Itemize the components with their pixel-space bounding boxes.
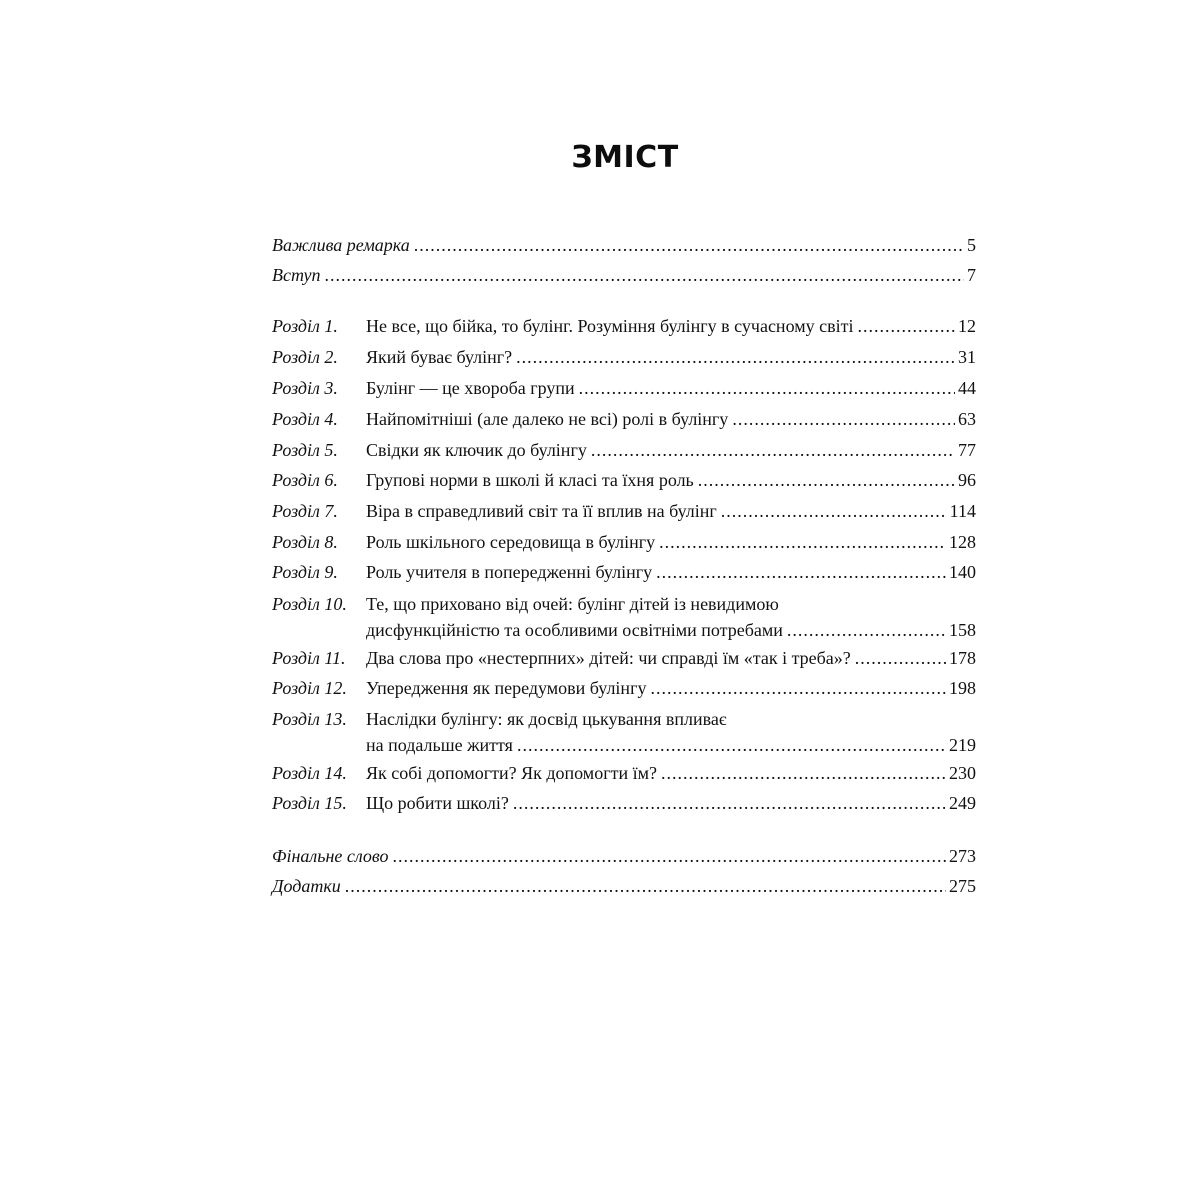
chapter-label: Розділ 7.: [272, 501, 338, 521]
toc-entry-chapter-10[interactable]: [272, 591, 976, 643]
toc-page-number: 114: [949, 501, 976, 521]
chapter-title: Як собі допомогти? Як допомогти їм?: [366, 763, 657, 783]
toc-entry-title: Фінальне слово: [272, 846, 389, 866]
dot-leader: [698, 467, 955, 493]
toc-line: [366, 732, 976, 758]
toc-page-number: 219: [949, 735, 976, 755]
toc-line: [366, 760, 976, 786]
toc-line: [366, 706, 976, 732]
toc-entry-chapter-4[interactable]: [272, 406, 976, 432]
toc-entry-chapter-11[interactable]: [272, 645, 976, 671]
toc-entry-chapter-14[interactable]: [272, 760, 976, 786]
toc-line: [366, 375, 976, 401]
toc-page-number: 230: [949, 763, 976, 783]
toc-entry-chapter-7[interactable]: [272, 498, 976, 524]
toc-page-number: 178: [949, 648, 976, 668]
toc-entry-chapter-5[interactable]: [272, 437, 976, 463]
dot-leader: [656, 559, 946, 585]
dot-leader: [650, 675, 946, 701]
chapter-title: Який буває булінг?: [366, 347, 513, 367]
chapter-title: Булінг — це хвороба групи: [366, 378, 575, 398]
chapter-label: Розділ 4.: [272, 409, 338, 429]
toc-line: [366, 790, 976, 816]
dot-leader: [591, 437, 955, 463]
chapter-label: Розділ 15.: [272, 793, 347, 813]
toc-line: [366, 591, 976, 617]
toc-entry-chapter-1[interactable]: [272, 313, 976, 339]
dot-leader: [855, 645, 946, 671]
toc-entry-chapter-15[interactable]: [272, 790, 976, 816]
toc-line: [366, 529, 976, 555]
toc-page-number: 249: [949, 793, 976, 813]
toc-page-number: 96: [958, 470, 976, 490]
chapter-label: Розділ 8.: [272, 532, 338, 552]
dot-leader: [857, 313, 955, 339]
toc-entry-title: Важлива ремарка: [272, 235, 410, 255]
chapter-title: Не все, що бійка, то булінг. Розуміння булінгу в сучасному світі: [366, 316, 854, 336]
dot-leader: [414, 232, 964, 258]
toc-entry-chapter-13[interactable]: [272, 706, 976, 758]
dot-leader: [787, 617, 946, 643]
chapter-label: Розділ 9.: [272, 562, 338, 582]
chapter-label: Розділ 10.: [272, 594, 347, 614]
chapter-label: Розділ 14.: [272, 763, 347, 783]
toc-line: [366, 498, 976, 524]
chapter-title: Упередження як передумови булінгу: [366, 678, 647, 698]
toc-page-number: 77: [958, 440, 976, 460]
chapter-label: Розділ 12.: [272, 678, 347, 698]
chapter-title: Групові норми в школі й класі та їхня роль: [366, 470, 694, 490]
chapter-label: Розділ 13.: [272, 709, 347, 729]
chapter-title: Два слова про «нестерпних» дітей: чи справді їм «так і треба»?: [366, 648, 851, 668]
toc-entry-chapter-2[interactable]: [272, 344, 976, 370]
toc-line: [366, 675, 976, 701]
toc-page-number: 31: [958, 347, 976, 367]
dot-leader: [517, 732, 946, 758]
toc-line: [272, 843, 976, 869]
dot-leader: [659, 529, 946, 555]
toc-page-number: 12: [958, 316, 976, 336]
toc-line: [366, 344, 976, 370]
chapter-title-continued: на подальше життя: [366, 735, 513, 755]
dot-leader: [721, 498, 947, 524]
chapter-label: Розділ 1.: [272, 316, 338, 336]
toc-line: [366, 467, 976, 493]
chapter-label: Розділ 5.: [272, 440, 338, 460]
toc-page-number: 63: [958, 409, 976, 429]
chapter-title: Наслідки булінгу: як досвід цькування впливає: [366, 709, 727, 729]
dot-leader: [661, 760, 946, 786]
toc-entry-chapter-8[interactable]: [272, 529, 976, 555]
dot-leader: [732, 406, 955, 432]
toc-entry-chapter-12[interactable]: [272, 675, 976, 701]
toc-page-number: 198: [949, 678, 976, 698]
toc-entry-chapter-3[interactable]: [272, 375, 976, 401]
toc-line: [366, 437, 976, 463]
toc-page-number: 158: [949, 620, 976, 640]
toc-page-number: 275: [949, 876, 976, 896]
toc-line: [272, 262, 976, 288]
toc-entry-introduction[interactable]: [272, 262, 976, 288]
chapter-title: Що робити школі?: [366, 793, 509, 813]
page-title: ЗМІСТ: [571, 140, 679, 175]
dot-leader: [513, 790, 946, 816]
dot-leader: [393, 843, 947, 869]
toc-entry-appendices[interactable]: [272, 873, 976, 899]
toc-line: [366, 559, 976, 585]
toc-line: [366, 645, 976, 671]
toc-page-number: 140: [949, 562, 976, 582]
toc-line: [366, 617, 976, 643]
chapter-title: Роль учителя в попередженні булінгу: [366, 562, 653, 582]
chapter-label: Розділ 6.: [272, 470, 338, 490]
chapter-label: Розділ 3.: [272, 378, 338, 398]
dot-leader: [345, 873, 946, 899]
chapter-title: Те, що приховано від очей: булінг дітей із невидимою: [366, 594, 779, 614]
toc-line: [272, 873, 976, 899]
chapter-label: Розділ 2.: [272, 347, 338, 367]
toc-entry-important-remark[interactable]: [272, 232, 976, 258]
chapter-title-continued: дисфункційністю та особливими освітніми потребами: [366, 620, 783, 640]
toc-entry-chapter-6[interactable]: [272, 467, 976, 493]
toc-entry-chapter-9[interactable]: [272, 559, 976, 585]
toc-page-number: 5: [967, 235, 976, 255]
toc-entry-title: Додатки: [272, 876, 341, 896]
chapter-title: Віра в справедливий світ та її вплив на булінг: [366, 501, 717, 521]
chapter-title: Найпомітніші (але далеко не всі) ролі в булінгу: [366, 409, 729, 429]
chapter-title: Роль шкільного середовища в булінгу: [366, 532, 656, 552]
toc-page-number: 273: [949, 846, 976, 866]
dot-leader: [516, 344, 955, 370]
toc-page-number: 7: [967, 265, 976, 285]
toc-entry-title: Вступ: [272, 265, 321, 285]
chapter-label: Розділ 11.: [272, 648, 346, 668]
toc-line: [366, 313, 976, 339]
toc-page-number: 128: [949, 532, 976, 552]
dot-leader: [325, 262, 964, 288]
dot-leader: [579, 375, 955, 401]
toc-line: [272, 232, 976, 258]
toc-page-number: 44: [958, 378, 976, 398]
toc-entry-final-word[interactable]: [272, 843, 976, 869]
chapter-title: Свідки як ключик до булінгу: [366, 440, 587, 460]
toc-line: [366, 406, 976, 432]
